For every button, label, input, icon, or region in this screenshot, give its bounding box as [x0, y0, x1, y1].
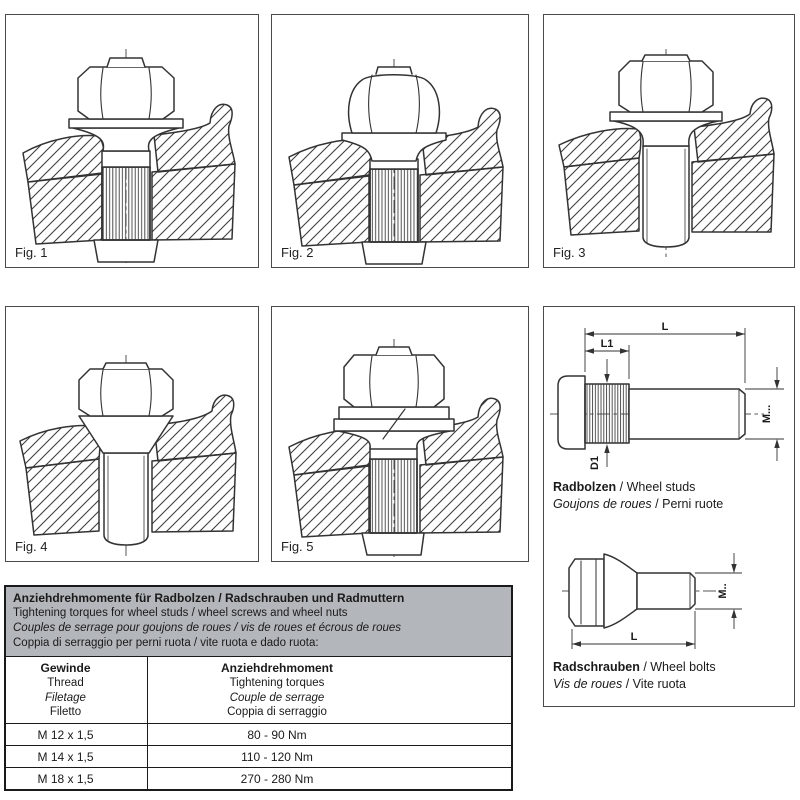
- table-row-m12-torque: 80 - 90 Nm: [148, 723, 511, 745]
- wheel-stud-caption-fr: Goujons de roues: [553, 496, 652, 511]
- col-torque-fr: Couple de serrage: [229, 691, 325, 704]
- wheel-stud-caption-it: / Perni ruote: [651, 496, 724, 511]
- figure-2-panel: [271, 14, 529, 268]
- col-torque-en: Tightening torques: [229, 676, 325, 689]
- col-thread-en: Thread: [47, 676, 84, 689]
- column-header-thread: [6, 657, 148, 723]
- wheel-bolt-dimension-drawing: [544, 545, 792, 657]
- torque-table-grid: [6, 657, 511, 789]
- wheel-bolt-caption: [553, 659, 716, 692]
- col-thread-it: Filetto: [49, 706, 82, 719]
- stud-dim-M-label: M...: [761, 404, 773, 424]
- wheel-stud-caption: [553, 479, 723, 512]
- figure-5-panel: [271, 306, 529, 562]
- figure-1-label: Fig. 1: [15, 245, 48, 260]
- bolt-outline: [569, 554, 695, 628]
- torque-table: [4, 585, 513, 791]
- wheel-stud-caption-line1: [553, 479, 723, 496]
- torque-title-de: Anziehdrehmomente für Radbolzen / Radschrauben und Radmuttern: [13, 591, 405, 605]
- fig3-wheel-bolt-washer-drawing: [544, 15, 792, 265]
- wheel-bolt-caption-fr: Vis de roues: [553, 676, 623, 691]
- wheel-bolt-caption-it: / Vite ruota: [622, 676, 686, 691]
- table-row-m14-thread: M 14 x 1,5: [6, 745, 148, 767]
- col-thread-fr: Filetage: [45, 691, 86, 704]
- fasteners-dimension-panel: [543, 306, 795, 707]
- col-torque-de: Anziehdrehmoment: [220, 661, 333, 675]
- fig2-domed-nut-stud-drawing: [272, 15, 526, 265]
- table-row-m12-thread: M 12 x 1,5: [6, 723, 148, 745]
- torque-title-en: Tightening torques for wheel studs / wheel screws and wheel nuts: [13, 607, 348, 619]
- figure-4-panel: [5, 306, 259, 562]
- col-thread-de: Gewinde: [40, 661, 91, 675]
- wheel-bolt-caption-de: Radschrauben: [553, 660, 640, 674]
- wheel-stud-dimension-drawing: [544, 315, 792, 480]
- figure-1-panel: [5, 14, 259, 268]
- torque-title-fr: Couples de serrage pour goujons de roues / vis de roues et écrous de roues: [13, 622, 402, 634]
- wheel-stud-caption-en: / Wheel studs: [616, 480, 696, 494]
- figure-4-label: Fig. 4: [15, 539, 48, 554]
- stud-dim-L-label: L: [661, 321, 669, 333]
- stud-dim-D1-label: D1: [589, 455, 601, 471]
- col-torque-it: Coppia di serraggio: [227, 706, 327, 719]
- stud-dim-L1-label: L1: [600, 338, 614, 350]
- figure-5-label: Fig. 5: [281, 539, 314, 554]
- wheel-bolt-caption-en: / Wheel bolts: [639, 660, 716, 674]
- table-row-m18-torque: 270 - 280 Nm: [148, 767, 511, 789]
- stud-outline: [558, 376, 745, 449]
- wheel-bolt-caption-line2: [553, 676, 716, 693]
- wheel-bolt-caption-line1: [553, 659, 716, 676]
- wheel-stud-caption-de: Radbolzen: [553, 480, 617, 494]
- column-header-torque: [148, 657, 511, 723]
- figure-2-label: Fig. 2: [281, 245, 314, 260]
- figure-3-label: Fig. 3: [553, 245, 586, 260]
- fig5-flange-nut-washer-stud-drawing: [272, 307, 526, 559]
- figure-3-panel: [543, 14, 795, 268]
- fig1-wheel-nut-washer-stud-drawing: [6, 15, 256, 265]
- torque-title-it: Coppia di serraggio per perni ruota / vite ruota e dado ruota:: [13, 637, 319, 649]
- fig4-cone-seat-bolt-drawing: [6, 307, 256, 559]
- torque-table-title-block: [6, 587, 511, 657]
- bolt-dim-L-label: L: [630, 631, 638, 643]
- table-row-m18-thread: M 18 x 1,5: [6, 767, 148, 789]
- table-row-m14-torque: 110 - 120 Nm: [148, 745, 511, 767]
- bolt-dim-M-label: M..: [717, 583, 729, 599]
- wheel-stud-caption-line2: [553, 496, 723, 513]
